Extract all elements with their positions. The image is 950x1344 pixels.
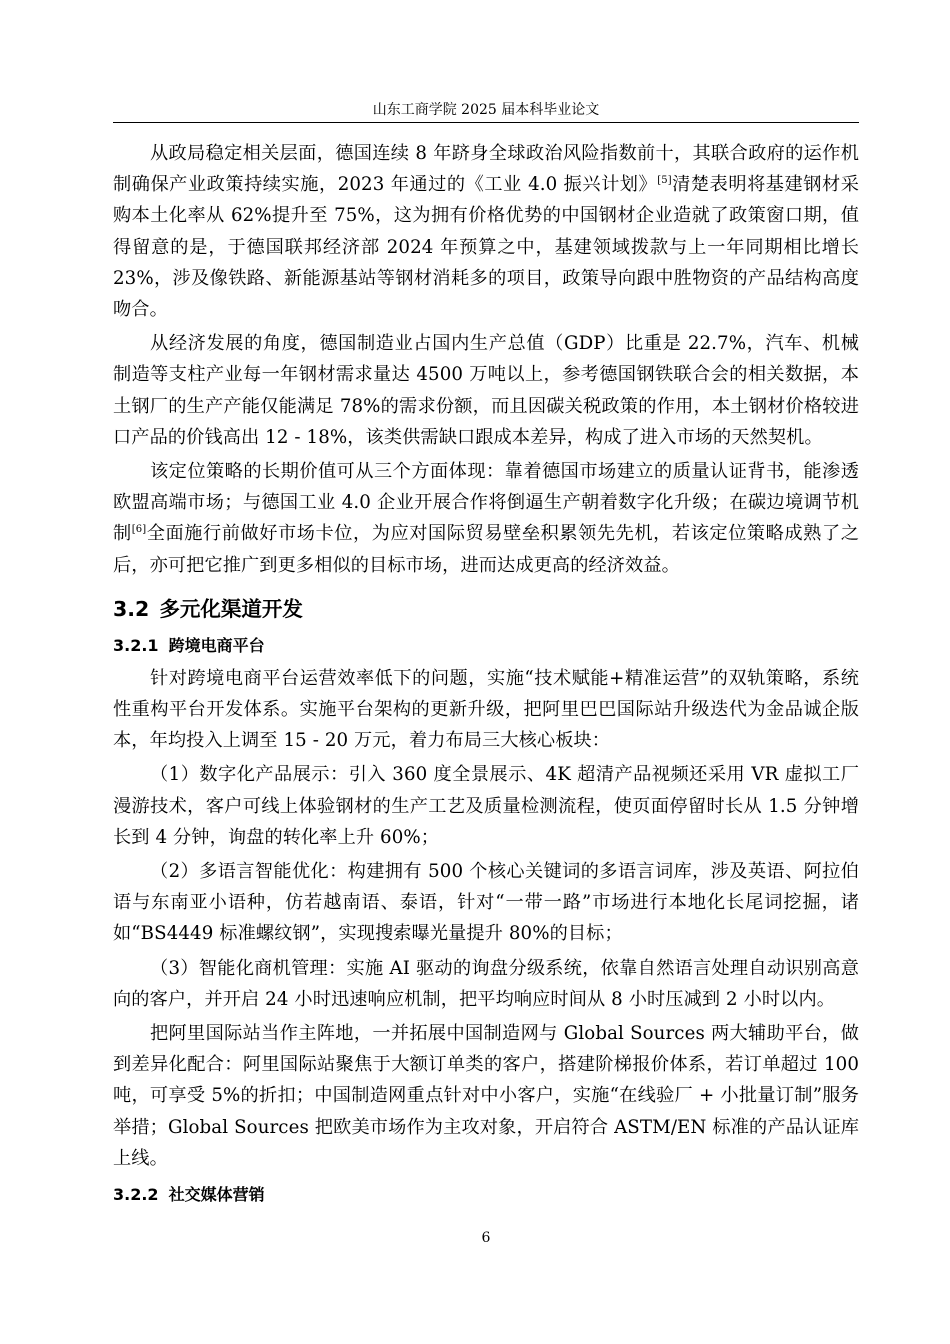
citation-reference[interactable]: [5] <box>657 175 672 187</box>
section-heading-3-2 <box>113 595 859 623</box>
paragraph-text: 全面施行前做好市场卡位，为应对国际贸易壁垒积累领先先机，若该定位策略成熟了之后，亦可把它推广到更多相似的目标市场，进而达成更高的经济效益。 <box>113 523 859 576</box>
section-title: 多元化渠道开发 <box>159 596 303 621</box>
subsection-heading-3-2-1 <box>113 633 859 659</box>
paragraph-cross-border-strategy: 针对跨境电商平台运营效率低下的问题，实施“技术赋能+精准运营”的双轨策略，系统性重构平台开发体系。实施平台架构的更新升级，把阿里巴巴国际站升级迭代为金品诚企版本，年均投入上调至 15 - 20 万元，着力布局三大核心板块： <box>113 667 859 752</box>
page-number: 6 <box>481 1230 491 1246</box>
paragraph-political-stability <box>113 138 859 325</box>
list-item-smart-leads: （3）智能化商机管理：实施 AI 驱动的询盘分级系统，依靠自然语言处理自动识别高意向的客户，并开启 24 小时迅速响应机制，把平均响应时间从 8 小时压减到 2 小时以内。 <box>113 957 859 1010</box>
header-divider <box>113 122 859 123</box>
citation-reference[interactable]: [6] <box>131 524 147 536</box>
section-title: 社交媒体营销 <box>168 1185 265 1205</box>
paragraph-text: 清楚表明将基建钢材采购本土化率从 62%提升至 75%，这为拥有价格优势的中国钢材企业造就了政策窗口期，值得留意的是，于德国联邦经济部 2024 年预算之中，基建领域拨款与上一年同期相比增长 23%，涉及像铁路、新能源基站等钢材消耗多的项目，政策导向跟中胜物资的产品结构高度吻合。 <box>113 174 859 321</box>
paragraph-text: 该定位策略的长期价值可从三个方面体现：靠着德国市场建立的质量认证背书，能渗透欧盟高端市场；与德国工业 4.0 企业开展合作将倒逼生产朝着数字化升级；在碳边境调节机制 <box>113 461 859 545</box>
list-item-multilingual: （2）多语言智能优化：构建拥有 500 个核心关键词的多语言词库，涉及英语、阿拉伯语与东南亚小语种，仿若越南语、泰语，针对“一带一路”市场进行本地化长尾词挖掘，诸如“BS4449 标准螺纹钢”，实现搜索曝光量提升 80%的目标； <box>113 861 859 945</box>
paragraph-platform-coordination: 把阿里国际站当作主阵地，一并拓展中国制造网与 Global Sources 两大辅助平台，做到差异化配合：阿里国际站聚焦于大额订单类的客户，搭建阶梯报价体系，若订单超过 100 吨，可享受 5%的折扣；中国制造网重点针对中小客户，实施“在线验厂 + 小批量订制”服务举措；Global Sources 把欧美市场作为主攻对象，开启符合 ASTM/EN 标准的产品认证库上线。 <box>113 1023 859 1169</box>
list-item-digital-display: （1）数字化产品展示：引入 360 度全景展示、4K 超清产品视频还采用 VR 虚拟工厂漫游技术，客户可线上体验钢材的生产工艺及质量检测流程，使页面停留时长从 1.5 分钟增长到 4 分钟，询盘的转化率上升 60%； <box>113 764 859 848</box>
running-header: 山东工商学院 2025 届本科毕业论文 <box>372 102 600 118</box>
section-title: 跨境电商平台 <box>168 635 265 655</box>
paragraph-long-term-value <box>113 456 859 581</box>
section-number: 3.2.2 <box>113 1185 159 1205</box>
section-number: 3.2 <box>113 596 150 621</box>
paragraph-text: 从政局稳定相关层面，德国连续 8 年跻身全球政治风险指数前十，其联合政府的运作机制确保产业政策持续实施，2023 年通过的《工业 4.0 振兴计划》 <box>113 143 859 196</box>
section-number: 3.2.1 <box>113 635 159 655</box>
paragraph-economic-development: 从经济发展的角度，德国制造业占国内生产总值（GDP）比重是 22.7%，汽车、机械制造等支柱产业每一年钢材需求量达 4500 万吨以上，参考德国钢铁联合会的相关数据，本土钢厂的生产产能仅能满足 78%的需求份额，而且因碳关税政策的作用，本土钢材价格较进口产品的价钱高出 12 - 18%，该类供需缺口跟成本差异，构成了进入市场的天然契机。 <box>113 333 859 448</box>
page-body <box>113 138 859 1212</box>
subsection-heading-3-2-2 <box>113 1182 859 1208</box>
